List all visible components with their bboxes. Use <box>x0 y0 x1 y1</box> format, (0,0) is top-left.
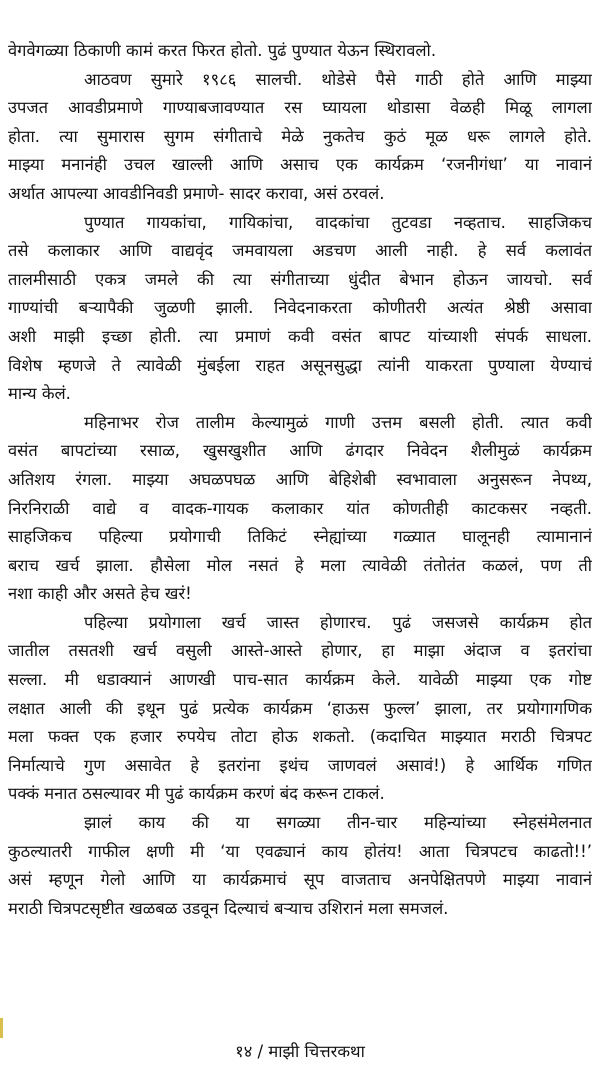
text-line: माझ्या मनानंही उचल खाल्ली आणि असाच एक कार्यक्रम ‘रजनीगंधा’ या नावानं <box>8 155 592 175</box>
text-line: नशा काही और असते हेच खरं! <box>8 584 192 604</box>
text-line: अर्थात आपल्या आवडीनिवडी प्रमाणे- सादर करावा, असं ठरवलं. <box>8 183 385 203</box>
text-line: मला फक्त एक हजार रुपयेच तोटा होऊ शकतो. (कदाचित माझ्यात मराठी चित्रपट <box>8 727 592 747</box>
text-line: मान्य केलं. <box>8 384 71 404</box>
text-line: गाण्यांची बऱ्यापैकी जुळणी झाली. निवेदनाकरता कोणीतरी अत्यंत श्रेष्ठी असावा <box>8 298 592 318</box>
text-line: अशी माझी इच्छा होती. त्या प्रमाणं कवी वसंत बापट यांच्याशी संपर्क साधला. <box>8 326 592 346</box>
text-line: आठवण सुमारे १९८६ सालची. थोडेसे पैसे गाठी होते आणि माझ्या <box>84 69 592 89</box>
text-line: विशेष म्हणजे ते त्यावेळी मुंबईला राहत असूनसुद्धा त्यांनी याकरता पुण्याला येण्याचं <box>8 355 592 375</box>
body-text <box>8 37 592 923</box>
text-line: पहिल्या प्रयोगाला खर्च जास्त होणारच. पुढं जसजसे कार्यक्रम होत <box>84 612 592 632</box>
page-edge-mark <box>0 1018 3 1038</box>
text-line: सल्ला. मी धडाक्यानं आणखी पाच-सात कार्यक्रम केले. यावेळी माझ्या एक गोष्ट <box>8 670 592 690</box>
text-line: असं म्हणून गेलो आणि या कार्यक्रमाचं सूप वाजताच अनपेक्षितपणे माझ्या नावानं <box>8 870 592 890</box>
text-line: महिनाभर रोज तालीम केल्यामुळं गाणी उत्तम बसली होती. त्यात कवी <box>84 412 592 432</box>
text-line: उपजत आवडीप्रमाणे गाण्याबजावण्यात रस घ्यायला थोडासा वेळही मिळू लागला <box>8 98 592 118</box>
text-line: बराच खर्च झाला. हौसेला मोल नसतं हे मला त्यावेळी तंतोतंत कळलं, पण ती <box>8 555 592 575</box>
text-line: साहजिकच पहिल्या प्रयोगाची तिकिटं स्नेह्यांच्या गळ्यात घालूनही त्यामानानं <box>8 527 592 547</box>
text-line: मराठी चित्रपटसृष्टीत खळबळ उडवून दिल्याचं बऱ्याच उशिरानं मला समजलं. <box>8 898 449 918</box>
page-footer: १४ / माझी चित्तरकथा <box>235 1042 365 1061</box>
text-line: पक्कं मनात ठसल्यावर मी पुढं कार्यक्रम करणं बंद करून टाकलं. <box>8 784 385 804</box>
text-line: पुण्यात गायकांचा, गायिकांचा, वादकांचा तुटवडा नव्हताच. साहजिकच <box>84 212 592 232</box>
text-line: वसंत बापटांच्या रसाळ, खुसखुशीत आणि ढंगदार निवेदन शैलीमुळं कार्यक्रम <box>8 441 592 461</box>
text-line: तालमीसाठी एकत्र जमले की त्या संगीताच्या धुंदीत बेभान होऊन जायचो. सर्व <box>8 269 592 289</box>
text-line: तसे कलाकार आणि वाद्यवृंद जमवायला अडचण आली नाही. हे सर्व कलावंत <box>8 241 592 261</box>
text-line: झालं काय की या सगळ्या तीन-चार महिन्यांच्या स्नेहसंमेलनात <box>84 813 592 833</box>
text-line: जातील तसतशी खर्च वसुली आस्ते-आस्ते होणार, हा माझा अंदाज व इतरांचा <box>8 641 592 661</box>
text-line: निर्मात्याचे गुण असावेत हे इतरांना इथंच जाणवलं असावं!) हे आर्थिक गणित <box>8 755 592 775</box>
text-line: वेगवेगळ्या ठिकाणी कामं करत फिरत होतो. पुढं पुण्यात येऊन स्थिरावलो. <box>8 41 437 60</box>
text-line: कुठल्यातरी गाफील क्षणी मी ‘या एवढ्यानं काय होतंय! आता चित्रपटच काढतो!!’ <box>8 841 592 861</box>
text-line: लक्षात आली की इथून पुढं प्रत्येक कार्यक्रम ‘हाऊस फुल्ल’ झाला, तर प्रयोगागणिक <box>8 698 592 718</box>
text-line: निरनिराळी वाद्ये व वादक-गायक कलाकार यांत कोणतीही काटकसर नव्हती. <box>8 498 592 518</box>
text-line: अतिशय रंगला. माझ्या अघळपघळ आणि बेहिशेबी स्वभावाला अनुसरून नेपथ्य, <box>8 469 592 489</box>
text-line: होता. त्या सुमारास सुगम संगीताचे मेळे नुकतेच कुठं मूळ धरू लागले होते. <box>8 126 592 146</box>
